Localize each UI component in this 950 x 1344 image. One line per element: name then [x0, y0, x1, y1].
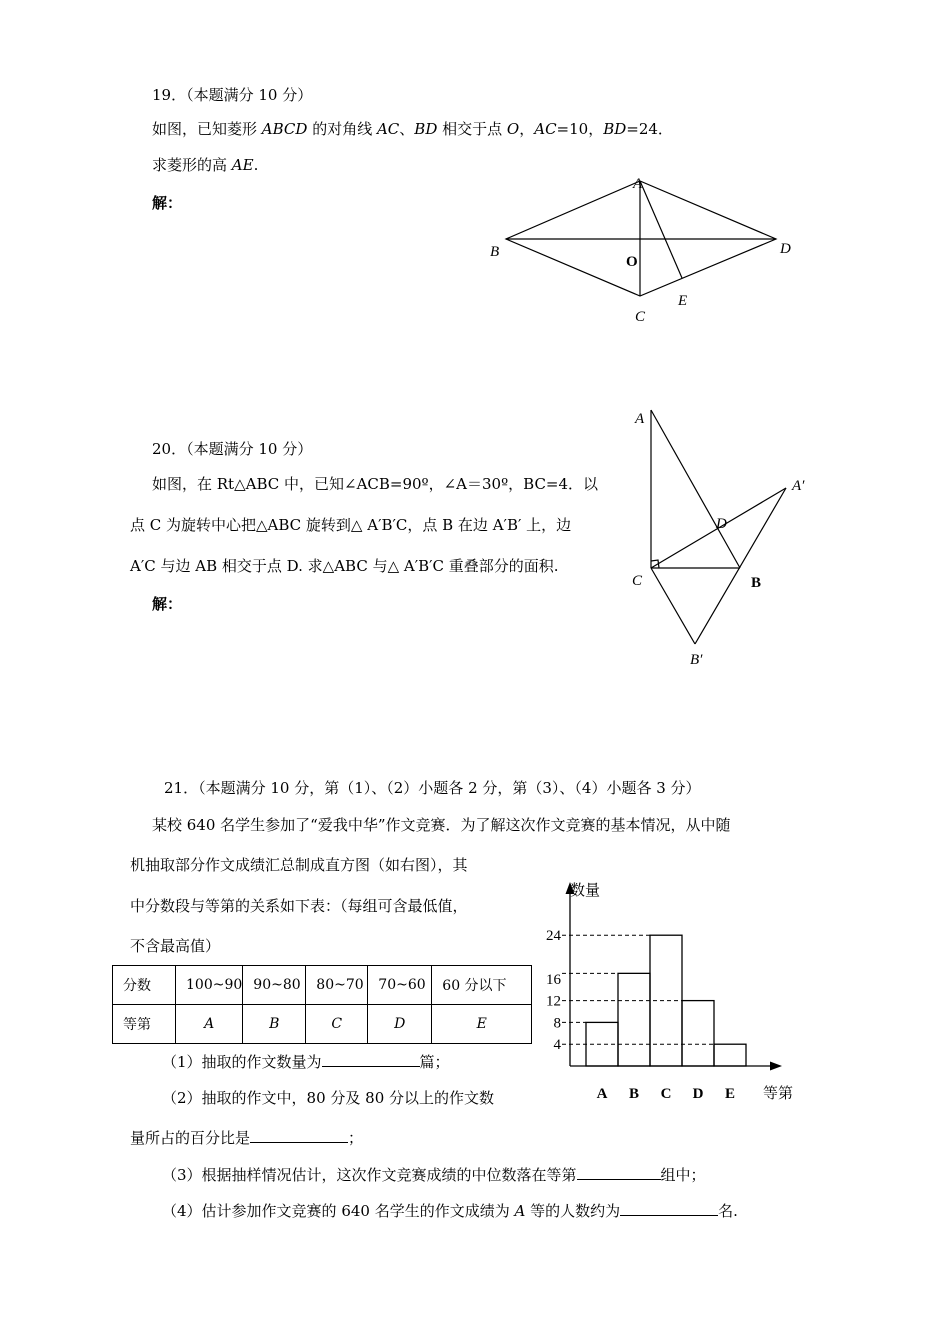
q21-header: 21．（本题满分 10 分，第（1）、（2）小题各 2 分，第（3）、（4）小题各 3 分）: [164, 779, 701, 797]
bar-D: [682, 1001, 714, 1066]
table-cell: D: [368, 1005, 432, 1044]
label-d: D: [780, 241, 791, 257]
label-a: A: [633, 176, 643, 192]
y-tick-label: 16: [546, 971, 561, 988]
bar-B: [618, 973, 650, 1066]
grade-table: [112, 965, 532, 1044]
label-c20: C: [632, 573, 643, 589]
label-a20: A: [635, 411, 645, 427]
y-tick-label: 12: [546, 993, 561, 1010]
table-cell: 90~80: [243, 966, 306, 1005]
label-b-prime: B′: [690, 652, 703, 668]
histogram-chart: [520, 870, 810, 1110]
q21-item2: （2）抽取的作文中，80 分及 80 分以上的作文数: [162, 1089, 495, 1107]
q20-line2: 点 C 为旋转中心把△ABC 旋转到△ A′B′C，点 B 在边 A′B′ 上，边: [130, 516, 572, 534]
q21-item1: （1）抽取的作文数量为 篇；: [162, 1053, 450, 1071]
table-cell: 100~90: [176, 966, 243, 1005]
label-b20: B: [751, 575, 762, 591]
table-cell: 70~60: [368, 966, 432, 1005]
label-b: B: [490, 244, 500, 260]
q20-solve-label: 解：: [152, 595, 183, 613]
x-tick-label: B: [628, 1086, 640, 1102]
height-ae: [640, 181, 682, 278]
answer-blank-4[interactable]: [620, 1201, 718, 1216]
x-tick-label: A: [596, 1086, 608, 1102]
answer-blank-2[interactable]: [250, 1128, 348, 1143]
x-tick-label: D: [692, 1086, 704, 1102]
rotation-figure: [0, 380, 950, 680]
x-tick-label: C: [660, 1086, 672, 1102]
table-cell: C: [306, 1005, 368, 1044]
y-tick-label: 8: [553, 1015, 561, 1032]
table-cell: 60 分以下: [432, 966, 532, 1005]
answer-blank-1[interactable]: [322, 1052, 420, 1067]
q19-question: 求菱形的高 AE.: [152, 156, 259, 174]
table-cell: E: [432, 1005, 532, 1044]
q19-solve-label: 解：: [152, 194, 183, 212]
x-axis-arrow: [770, 1062, 782, 1071]
table-cell: 分数: [113, 966, 176, 1005]
label-e: E: [678, 293, 688, 309]
q21-para2: 机抽取部分作文成绩汇总制成直方图（如右图），其: [130, 856, 468, 874]
q21-para1: 某校 640 名学生参加了“爱我中华”作文竞赛．为了解这次作文竞赛的基本情况，从中随: [152, 816, 731, 834]
q21-para4: 不含最高值）: [130, 937, 221, 955]
q21-para3: 中分数段与等第的关系如下表：（每组可含最低值，: [130, 897, 468, 915]
side-ab: [651, 410, 740, 568]
y-axis-label: 数量: [570, 883, 601, 899]
x-tick-label: E: [724, 1086, 736, 1102]
y-tick-label: 24: [546, 928, 561, 945]
q21-item3: （3）根据抽样情况估计，这次作文竞赛成绩的中位数落在等第 组中；: [162, 1166, 706, 1184]
table-row: [113, 1005, 532, 1044]
table-cell: A: [176, 1005, 243, 1044]
y-tick-label: 4: [553, 1037, 561, 1054]
table-cell: 80~70: [306, 966, 368, 1005]
q20-line1: 如图，在 Rt△ABC 中，已知∠ACB=90º，∠A＝30º，BC=4．以: [152, 475, 599, 493]
table-cell: B: [243, 1005, 306, 1044]
rhombus-figure: [0, 0, 950, 340]
x-axis-label: 等第: [763, 1086, 794, 1102]
table-cell: 等第: [113, 1005, 176, 1044]
label-c: C: [635, 309, 646, 325]
q19-header: 19．（本题满分 10 分）: [152, 86, 313, 104]
q21-item4: （4）估计参加作文竞赛的 640 名学生的作文成绩为 A 等的人数约为 名.: [162, 1202, 738, 1220]
q21-item2-cont: 量所占的百分比是 ；: [130, 1129, 364, 1147]
q20-line3: A′C 与边 AB 相交于点 D. 求△ABC 与△ A′B′C 重叠部分的面积.: [130, 557, 559, 575]
table-row: [113, 966, 532, 1005]
bar-E: [714, 1044, 746, 1066]
q20-header: 20．（本题满分 10 分）: [152, 440, 313, 458]
label-d20: D: [716, 516, 727, 532]
label-o: O: [626, 254, 638, 270]
q19-statement: 如图，已知菱形 ABCD 的对角线 AC、BD 相交于点 O，AC=10，BD=24．: [152, 120, 673, 138]
answer-blank-3[interactable]: [577, 1165, 661, 1180]
side-cb-prime: [651, 568, 695, 644]
label-a-prime: A′: [792, 478, 805, 494]
